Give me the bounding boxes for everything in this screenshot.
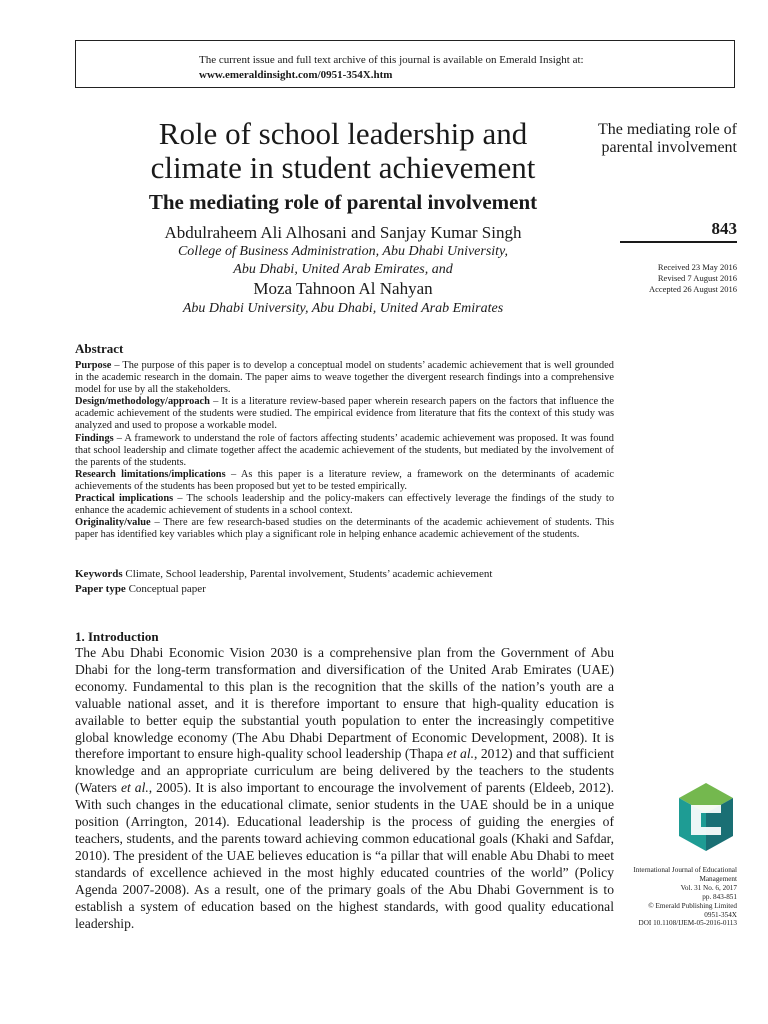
sidebar-divider [620, 241, 737, 243]
abstract-findings-label: Findings [75, 432, 114, 444]
introduction-paragraph [75, 645, 614, 932]
article-history [600, 262, 737, 295]
revised-date: Revised 7 August 2016 [657, 273, 737, 283]
abstract-practical [75, 493, 614, 517]
abstract-practical-label: Practical implications [75, 493, 174, 505]
journal-pages: pp. 843-851 [702, 892, 737, 901]
accepted-date: Accepted 26 August 2016 [648, 284, 737, 294]
intro-etal-2: et al. [120, 780, 149, 796]
intro-text-3: , 2005). It is also important to encourage the involvement of parents (Eldeeb, 2012). With such changes in the educational climate, senior students in the UAE should be in a unique position (Arrington, 2014). Educational leadership is the process of guiding the energies of teachers, students, and the parents toward achieving common educational goals (Khaki and Safdar, 2010). The president of the UAE believes education is “a pillar that will enable Abu Dhabi to meet standards of excellence achieved in the most highly educated countries of the world” (Policy Agenda 2007-2008). As a result, one of the primary goals of the Abu Dhabi Government is to establish a system of education based on the highest standards, with good quality educational leadership. [75, 780, 615, 931]
publisher-logo-icon [675, 781, 737, 853]
abstract-originality-text: – There are few research-based studies on the determinants of the academic achievement of students. This paper has identified key variables which play a significant role in helping enhance academic achievement of the students. [75, 517, 614, 541]
article-subtitle: The mediating role of parental involvement [148, 190, 538, 214]
abstract-practical-text: – The schools leadership and the policy-makers can effectively leverage the findings of the study to enhance the academic achievement of students in a school context. [75, 493, 615, 517]
keywords [75, 568, 614, 580]
abstract-purpose-label: Purpose [75, 360, 112, 371]
abstract-findings-text: – A framework to understand the role of factors affecting students’ academic achievement was proposed. It was found that school leadership and climate together affect the academic achievement of the students, but mediated by the involvement of the parents of the students. [75, 432, 614, 468]
intro-etal-1: et al. [446, 746, 475, 762]
page-number: 843 [711, 219, 737, 238]
abstract-originality [75, 517, 614, 541]
keywords-label: Keywords [75, 568, 123, 580]
paper-type [75, 583, 614, 595]
authors-primary: Abdulraheem Ali Alhosani and Sanjay Kumar Singh [164, 223, 522, 242]
abstract-body [75, 360, 614, 541]
journal-information [620, 866, 737, 928]
abstract-design [75, 396, 614, 432]
intro-text-1: The Abu Dhabi Economic Vision 2030 is a comprehensive plan from the Government of Abu Dhabi for the long-term transformation and diversification of the United Arab Emirates (UAE) economy. Fundamental to this plan is the recognition that the skills of the nation’s youth are a valuable national asset, and it is therefore important to ensure that high-quality education is available to better equip the substantial youth population to enter the increasingly competitive global knowledge economy (The Abu Dhabi Department of Economic Development, 2008). It is therefore important to ensure high-quality school leadership (Thapa [75, 645, 614, 762]
article-title-line-1: Role of school leadership and [158, 116, 528, 151]
authors-secondary: Moza Tahnoon Al Nahyan [253, 279, 433, 298]
journal-doi[interactable]: DOI 10.1108/IJEM-05-2016-0113 [638, 919, 737, 928]
journal-name: International Journal of Educational Management [633, 866, 737, 883]
abstract-limitations [75, 469, 614, 493]
running-title: The mediating role of parental involvement [597, 121, 737, 156]
abstract-findings [75, 433, 614, 469]
affiliation-1-line-2: Abu Dhabi, United Arab Emirates, and [233, 262, 453, 277]
keywords-text: Climate, School leadership, Parental involvement, Students’ academic achievement [122, 568, 493, 580]
introduction-heading: 1. Introduction [75, 629, 159, 644]
article-title-line-2: climate in student achievement [150, 150, 536, 185]
journal-url-link[interactable]: www.emeraldinsight.com/0951-354X.htm [199, 69, 393, 81]
introduction-body [75, 645, 614, 932]
abstract-purpose [75, 360, 614, 396]
abstract-purpose-text: – The purpose of this paper is to develop a conceptual model on students’ academic achievement that is well grounded in the academic research in the domain. The paper aims to weave together the divergent research findings into a comprehensive model for use by all the stakeholders. [75, 360, 614, 396]
abstract-design-label: Design/methodology/approach [75, 396, 210, 408]
abstract-heading: Abstract [75, 341, 124, 356]
affiliation-1-line-1: College of Business Administration, Abu Dhabi University, [177, 244, 509, 259]
journal-issn: 0951-354X [704, 910, 737, 919]
affiliation-2: Abu Dhabi University, Abu Dhabi, United Arab Emirates [182, 301, 504, 316]
paper-type-label: Paper type [75, 583, 126, 595]
received-date: Received 23 May 2016 [657, 262, 737, 272]
intro-text-2: , 2012) and that sufficient knowledge and an appropriate curriculum are being delivered by the teachers to the students (Waters [75, 746, 614, 796]
abstract-originality-label: Originality/value [75, 517, 151, 529]
paper-type-text: Conceptual paper [125, 583, 206, 595]
notice-text: The current issue and full text archive of this journal is available on Emerald Insight at: [199, 54, 584, 66]
journal-volume: Vol. 31 No. 6, 2017 [680, 883, 737, 892]
journal-notice-box [75, 40, 735, 88]
journal-copyright: © Emerald Publishing Limited [648, 901, 737, 910]
abstract-limitations-label: Research limitations/implications [75, 468, 226, 480]
abstract-design-text: – It is a literature review-based paper wherein research papers on the factors that influence the academic achievement of the students were studied. The empirical evidence from literature that fits the context of this study was analyzed and used to propose a workable model. [75, 396, 614, 432]
abstract-limitations-text: – As this paper is a literature review, a framework on the determinants of academic achievements of the students has been proposed but yet to be tested empirically. [75, 468, 614, 492]
